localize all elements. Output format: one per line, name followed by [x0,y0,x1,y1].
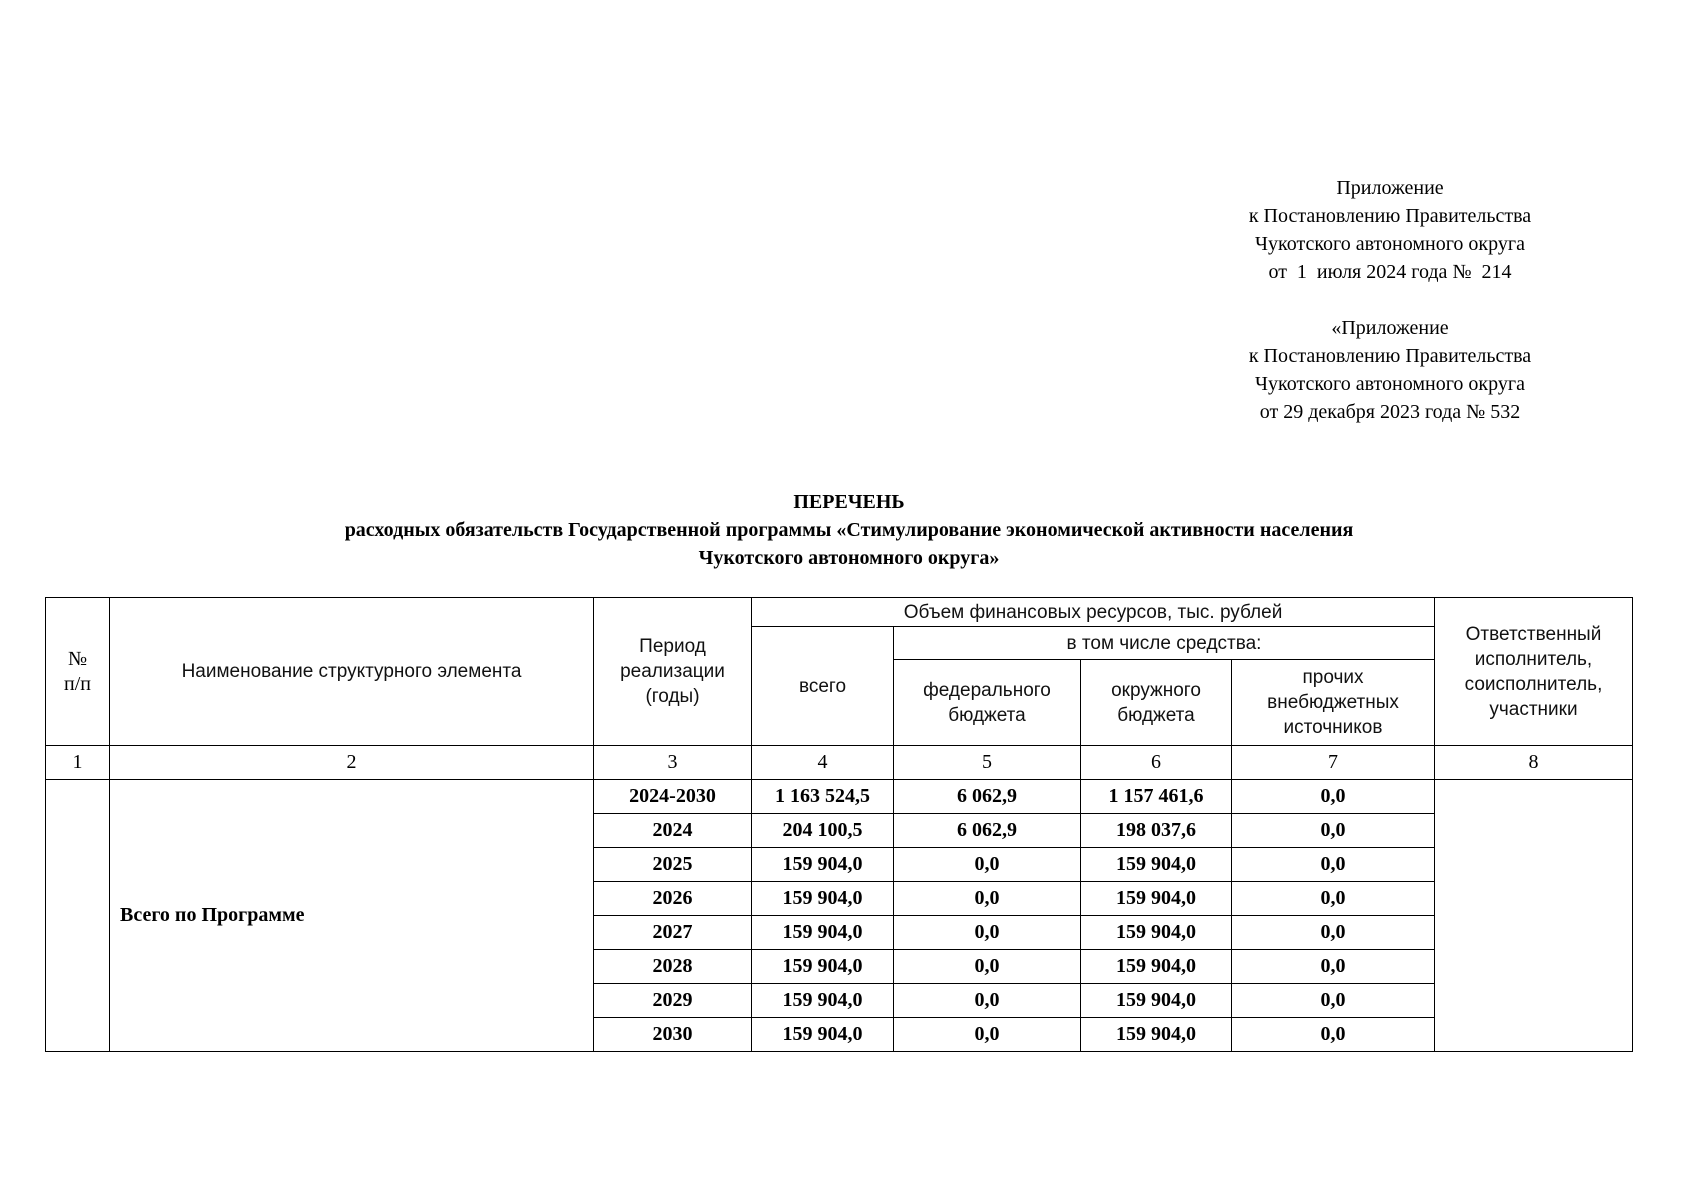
annex-line: Приложение [1336,177,1444,199]
annex-line: Чукотского автономного округа [1255,233,1525,255]
title-line-1: ПЕРЕЧЕНЬ [793,491,905,513]
period-cell: 2026 [594,882,752,916]
annex-line: от 29 декабря 2023 года № 532 [1259,401,1521,423]
federal-cell: 0,0 [894,984,1081,1018]
header-responsible: Ответственный исполнитель, соисполнитель, участники [1435,598,1633,746]
header-district: окружного бюджета [1081,660,1232,746]
period-cell: 2028 [594,950,752,984]
header-including: в том числе средства: [894,627,1435,660]
district-cell: 159 904,0 [1081,916,1232,950]
column-number: 6 [1081,746,1232,780]
responsible-cell [1435,780,1633,1052]
district-cell: 198 037,6 [1081,814,1232,848]
total-cell: 1 163 524,5 [752,780,894,814]
column-number: 4 [752,746,894,780]
other-cell: 0,0 [1232,950,1435,984]
total-cell: 159 904,0 [752,1018,894,1052]
column-number: 2 [110,746,594,780]
annex-line: Чукотского автономного округа [1255,373,1525,395]
header-period: Период реализации (годы) [594,598,752,746]
district-cell: 1 157 461,6 [1081,780,1232,814]
annex-line: к Постановлению Правительства [1248,345,1532,367]
column-number: 5 [894,746,1081,780]
header-volume: Объем финансовых ресурсов, тыс. рублей [752,598,1435,627]
total-cell: 159 904,0 [752,882,894,916]
header-name: Наименование структурного элемента [110,598,594,746]
group-name: Всего по Программе [110,780,594,1052]
annex-line: от 1 июля 2024 года № 214 [1268,261,1512,283]
district-cell: 159 904,0 [1081,882,1232,916]
column-number: 1 [46,746,110,780]
period-cell: 2024-2030 [594,780,752,814]
title-line-3: Чукотского автономного округа» [698,547,1000,569]
district-cell: 159 904,0 [1081,1018,1232,1052]
total-cell: 159 904,0 [752,984,894,1018]
row-number-cell [46,780,110,1052]
header-num: № п/п [46,598,110,746]
federal-cell: 0,0 [894,950,1081,984]
period-cell: 2030 [594,1018,752,1052]
federal-cell: 0,0 [894,916,1081,950]
federal-cell: 0,0 [894,1018,1081,1052]
total-cell: 159 904,0 [752,950,894,984]
annex-line: к Постановлению Правительства [1248,205,1532,227]
federal-cell: 0,0 [894,848,1081,882]
district-cell: 159 904,0 [1081,984,1232,1018]
total-cell: 204 100,5 [752,814,894,848]
annex-current-header [1160,174,1620,286]
period-cell: 2025 [594,848,752,882]
period-cell: 2024 [594,814,752,848]
total-cell: 159 904,0 [752,848,894,882]
district-cell: 159 904,0 [1081,950,1232,984]
other-cell: 0,0 [1232,984,1435,1018]
column-number: 3 [594,746,752,780]
period-cell: 2027 [594,916,752,950]
annex-line: «Приложение [1331,317,1449,339]
header-total: всего [752,627,894,746]
header-federal: федерального бюджета [894,660,1081,746]
other-cell: 0,0 [1232,848,1435,882]
other-cell: 0,0 [1232,780,1435,814]
column-number: 8 [1435,746,1633,780]
federal-cell: 0,0 [894,882,1081,916]
federal-cell: 6 062,9 [894,814,1081,848]
total-cell: 159 904,0 [752,916,894,950]
header-other: прочих внебюджетных источников [1232,660,1435,746]
other-cell: 0,0 [1232,882,1435,916]
federal-cell: 6 062,9 [894,780,1081,814]
expenditure-table [45,597,1633,1052]
other-cell: 0,0 [1232,916,1435,950]
document-title [0,488,1698,572]
annex-previous-header [1160,314,1620,426]
other-cell: 0,0 [1232,1018,1435,1052]
district-cell: 159 904,0 [1081,848,1232,882]
title-line-2: расходных обязательств Государственной программы «Стимулирование экономической активности населения [344,519,1354,541]
table-row [46,780,1633,814]
period-cell: 2029 [594,984,752,1018]
column-number: 7 [1232,746,1435,780]
other-cell: 0,0 [1232,814,1435,848]
